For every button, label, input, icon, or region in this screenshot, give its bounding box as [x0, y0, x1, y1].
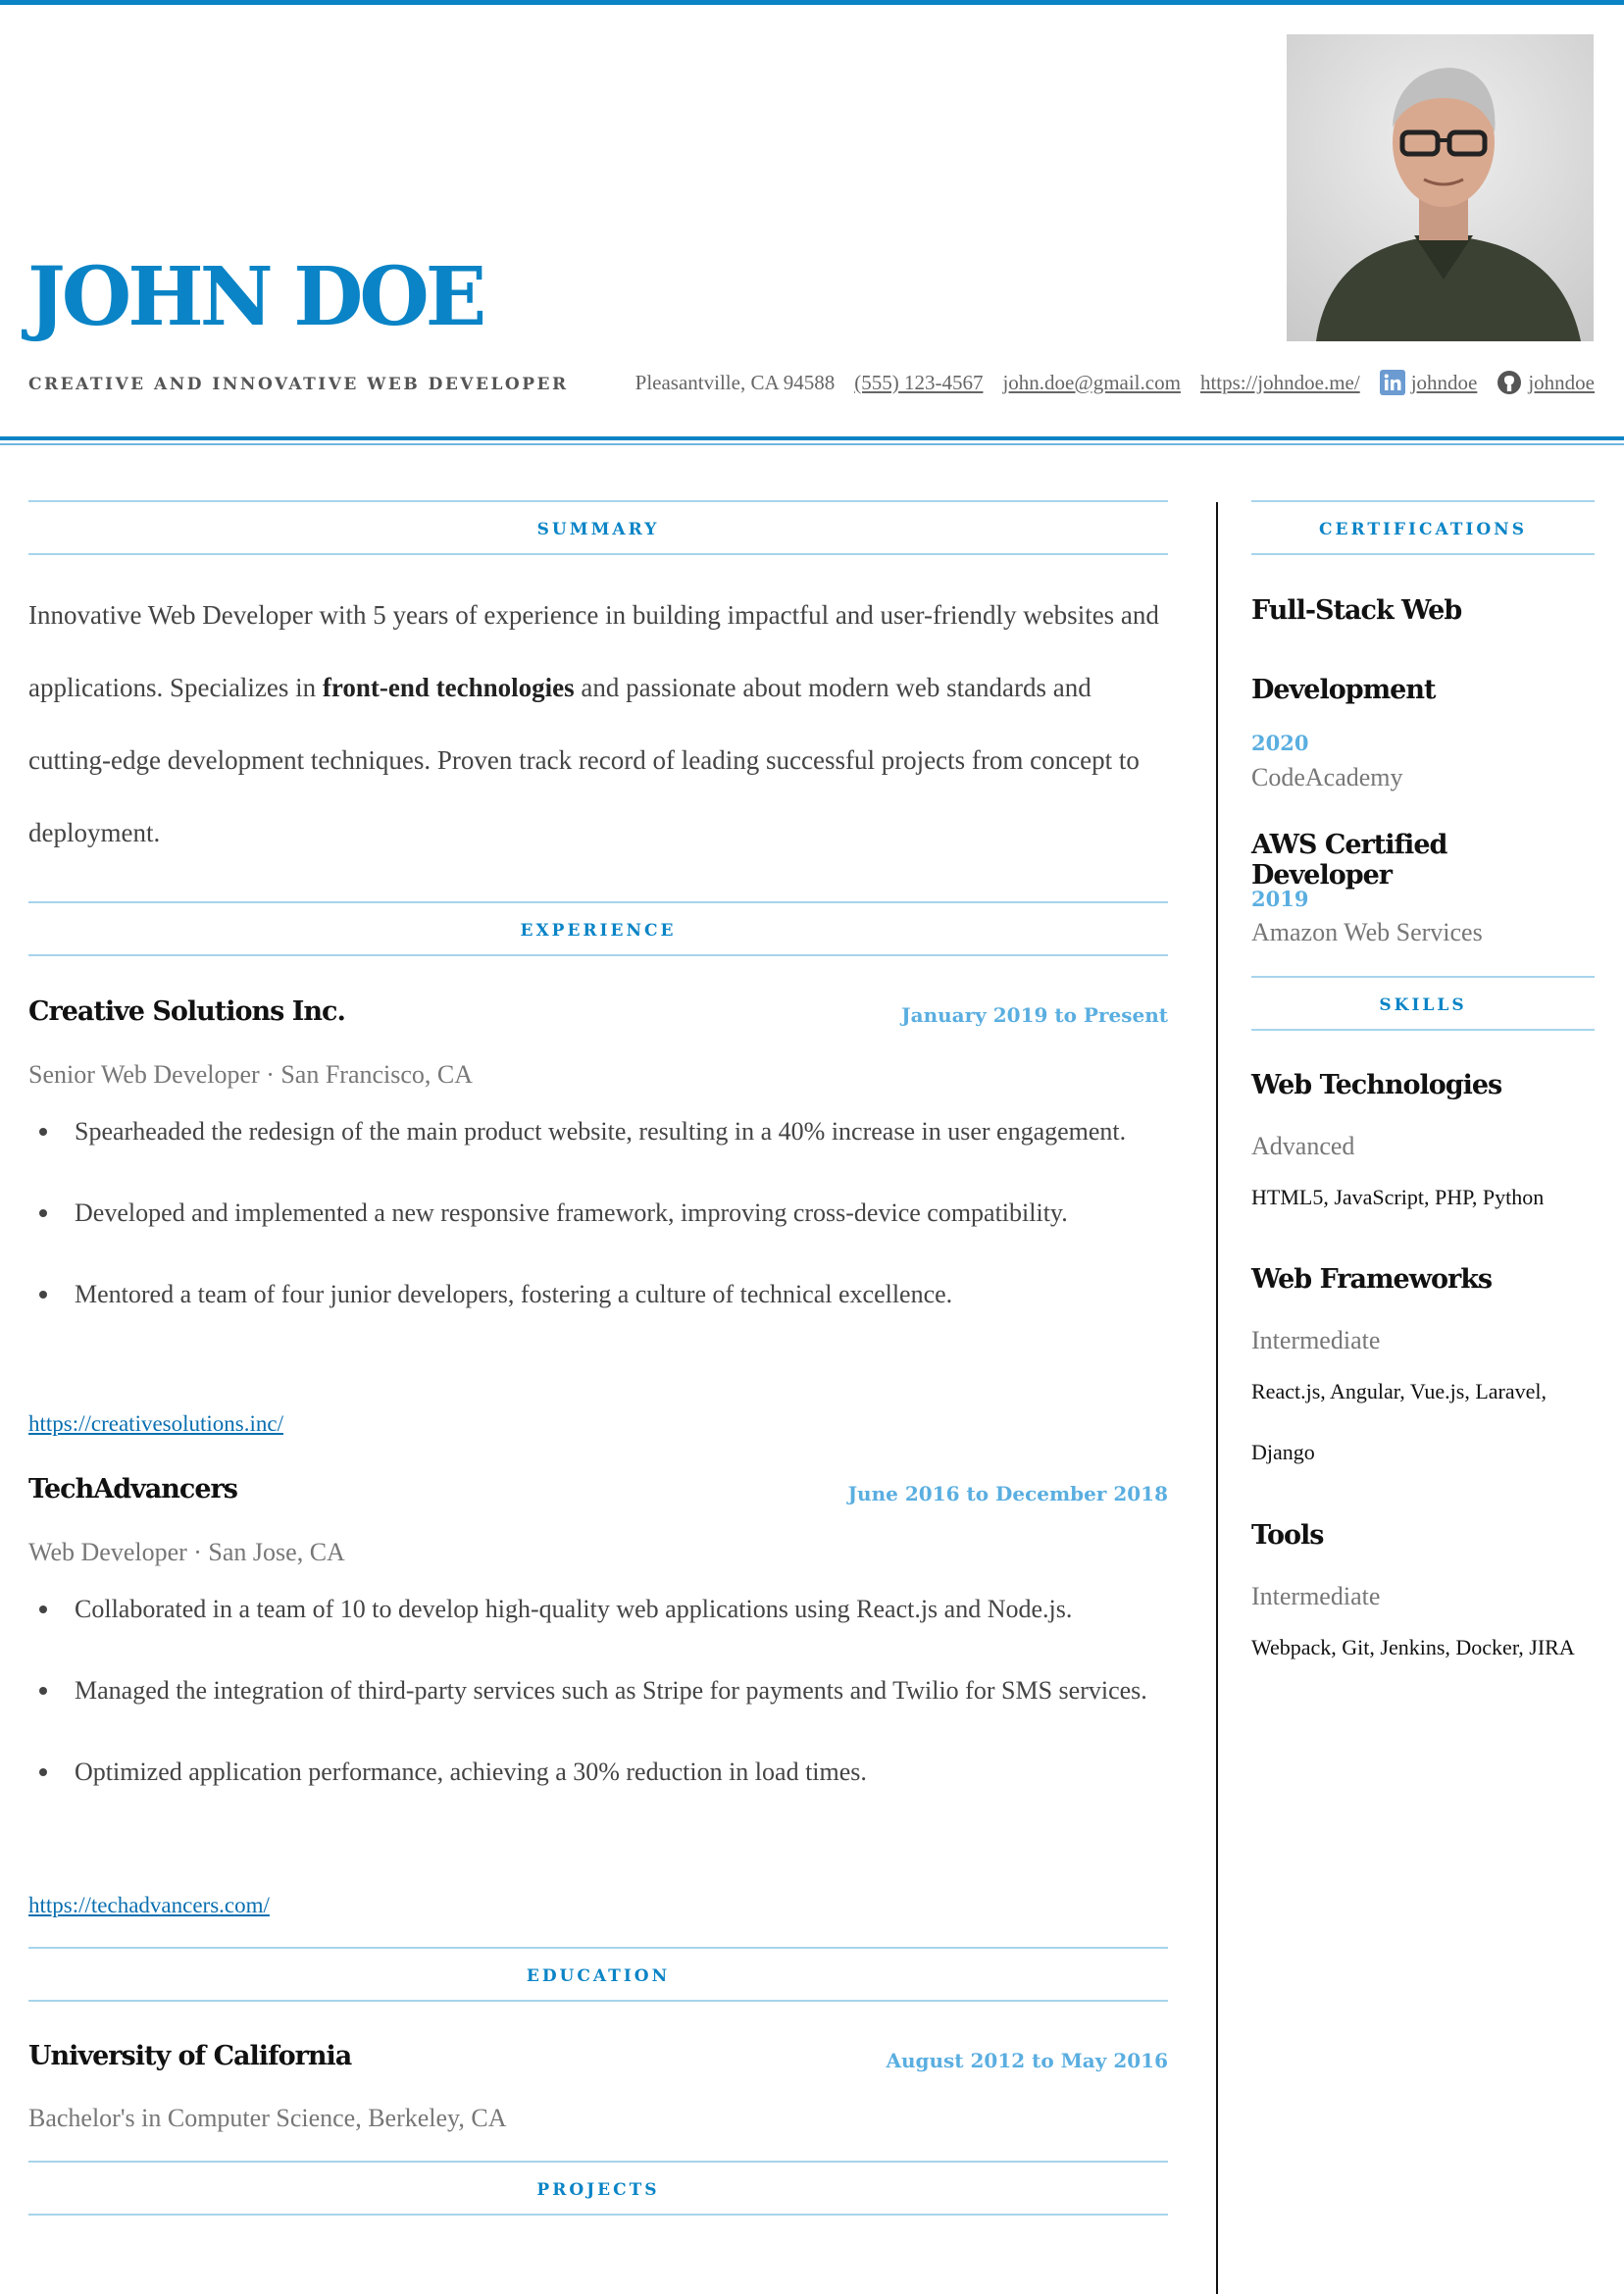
job-dates: January 2019 to Present [901, 1003, 1168, 1027]
skill-level: Advanced [1251, 1132, 1355, 1160]
skill-name: Web Technologies [1251, 1070, 1502, 1100]
list-item: Managed the integration of third-party services such as Stripe for payments and Twilio for SMS services. [28, 1656, 1168, 1725]
certification-issuer: CodeAcademy [1251, 763, 1403, 791]
education-dates: August 2012 to May 2016 [886, 2049, 1168, 2072]
section-heading-projects: PROJECTS [28, 2161, 1168, 2216]
skill-keywords: Webpack, Git, Jenkins, Docker, JIRA [1251, 1635, 1575, 1659]
github-icon [1497, 370, 1522, 395]
linkedin-profile[interactable] [1380, 370, 1478, 395]
section-heading-experience: EXPERIENCE [28, 901, 1168, 956]
school-name: University of California [28, 2041, 352, 2071]
skill-level: Intermediate [1251, 1582, 1381, 1610]
header-divider [0, 436, 1624, 440]
headline: CREATIVE AND INNOVATIVE WEB DEVELOPER [28, 375, 569, 394]
skill-name: Tools [1251, 1520, 1324, 1551]
skill-level: Intermediate [1251, 1326, 1381, 1354]
certification-issuer: Amazon Web Services [1251, 918, 1483, 946]
certification-title: Full-Stack Web Development [1251, 595, 1462, 705]
section-heading-skills: SKILLS [1251, 976, 1595, 1031]
section-heading-education: EDUCATION [28, 1947, 1168, 2002]
company-url-link[interactable]: https://techadvancers.com/ [28, 1893, 270, 1917]
company-url-link[interactable]: https://creativesolutions.inc/ [28, 1411, 283, 1436]
list-item: Mentored a team of four junior developers, fostering a culture of technical excellence. [28, 1259, 1168, 1329]
skill-keywords: React.js, Angular, Vue.js, Laravel, Django [1251, 1379, 1548, 1464]
company-name: Creative Solutions Inc. [28, 996, 345, 1027]
email-link[interactable]: john.doe@gmail.com [1002, 370, 1181, 394]
website-link[interactable]: https://johndoe.me/ [1199, 370, 1360, 394]
top-accent-bar [0, 0, 1624, 5]
list-item: Spearheaded the redesign of the main product website, resulting in a 40% increase in user engagement. [28, 1096, 1168, 1166]
header-divider-thin [0, 443, 1624, 445]
certification-title: AWS Certified Developer [1251, 830, 1447, 891]
summary-text [28, 579, 1168, 869]
job-role: Web Developer · San Jose, CA [28, 1538, 345, 1566]
skill-name: Web Frameworks [1251, 1264, 1493, 1295]
job-dates: June 2016 to December 2018 [847, 1482, 1168, 1505]
profile-photo [1287, 34, 1594, 341]
certification-year: 2020 [1251, 731, 1309, 755]
location-text: Pleasantville, CA 94588 [634, 370, 836, 394]
list-item: Collaborated in a team of 10 to develop high-quality web applications using React.js and Node.js. [28, 1574, 1168, 1644]
github-handle[interactable]: johndoe [1528, 370, 1595, 394]
job-highlights [28, 1096, 1168, 1329]
summary-part-2: and passionate about modern web standards and cutting-edge development techniques. Proven track record of leading successful projects from concept to deployment. [28, 673, 1140, 847]
skill-keywords: HTML5, JavaScript, PHP, Python [1251, 1185, 1545, 1209]
list-item: Developed and implemented a new responsive framework, improving cross-device compatibility. [28, 1178, 1168, 1248]
section-heading-certifications: CERTIFICATIONS [1251, 500, 1595, 555]
list-item: Optimized application performance, achieving a 30% reduction in load times. [28, 1737, 1168, 1807]
contact-bar [635, 370, 1595, 395]
linkedin-icon [1380, 370, 1405, 395]
phone-link[interactable]: (555) 123-4567 [854, 370, 984, 394]
candidate-name: JOHN DOE [27, 250, 483, 344]
section-heading-summary: SUMMARY [28, 500, 1168, 555]
degree-text: Bachelor's in Computer Science, Berkeley, CA [28, 2104, 507, 2132]
linkedin-handle[interactable]: johndoe [1410, 370, 1478, 394]
job-role: Senior Web Developer · San Francisco, CA [28, 1060, 474, 1089]
company-name: TechAdvancers [28, 1474, 237, 1504]
summary-highlight: front-end technologies [322, 673, 575, 702]
column-divider [1216, 502, 1218, 2294]
job-highlights [28, 1574, 1168, 1807]
certification-year: 2019 [1251, 887, 1309, 911]
github-profile[interactable] [1497, 370, 1595, 395]
summary-part-1: Innovative Web Developer with 5 years of experience in building impactful and user-friendly websites and applications. Specializes in [28, 600, 1159, 702]
